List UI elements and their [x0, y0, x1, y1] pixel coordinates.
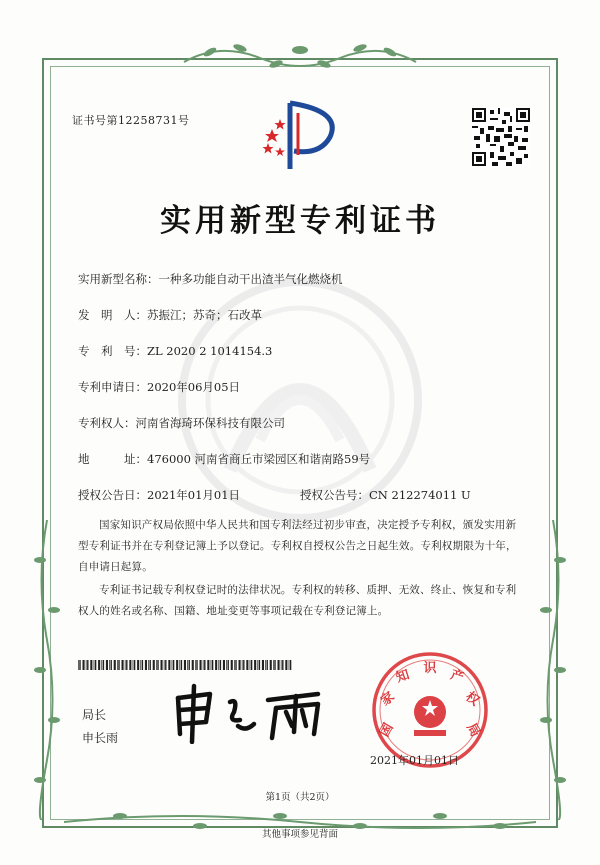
svg-text:知: 知 [394, 667, 412, 686]
seal-date: 2021年01月01日 [370, 754, 459, 767]
qr-code-icon [472, 108, 530, 166]
field-label: 授权公告号： [300, 488, 369, 502]
field-value: 2020年06月05日 [147, 380, 241, 394]
svg-text:权: 权 [462, 689, 482, 710]
top-vine-ornament [180, 38, 420, 74]
svg-text:国: 国 [377, 720, 397, 740]
field-label: 授权公告日： [78, 488, 147, 502]
certificate-title: 实用新型专利证书 [160, 203, 440, 239]
director-name: 申长雨 [82, 731, 119, 745]
field-value: 2021年01月01日 [147, 488, 241, 502]
field-value: 河南省海琦环保科技有限公司 [135, 416, 285, 430]
svg-text:家: 家 [378, 689, 398, 710]
svg-text:局: 局 [463, 720, 483, 740]
field-utility-model-name [78, 271, 343, 287]
field-filing-date [78, 379, 240, 395]
handwritten-signature [168, 682, 338, 744]
field-address [78, 451, 370, 467]
field-value: 一种多功能自动干出渣半气化燃烧机 [158, 272, 343, 286]
field-inventor [78, 307, 262, 323]
legal-status-paragraph: 专利证书记载专利权登记时的法律状况。专利权的转移、质押、无效、终止、恢复和专利权人的姓名或名称、国籍、地址变更等事项记载在专利登记簿上。 [78, 584, 517, 617]
page-indicator: 第1页（共2页） [265, 792, 335, 803]
svg-text:产: 产 [448, 667, 466, 686]
field-value: 苏振江；苏奇；石改革 [147, 308, 262, 322]
field-grant-number [300, 487, 471, 503]
field-patent-number [78, 343, 272, 359]
field-label: 专利权人： [78, 416, 136, 430]
field-label: 发 明 人： [78, 308, 147, 322]
grant-statement-paragraph: 国家知识产权局依照中华人民共和国专利法经过初步审查，决定授予专利权，颁发实用新型专利证书并在专利登记簿上予以登记。专利权自授权公告之日起生效。专利权期限为十年，自申请日起算。 [78, 519, 517, 573]
right-vine-ornament [538, 520, 568, 820]
field-label: 专利申请日： [78, 380, 147, 394]
left-vine-ornament [32, 520, 62, 820]
cnipa-logo-icon [250, 93, 350, 173]
director-title: 局长 [82, 708, 107, 722]
footer-note: 其他事项参见背面 [261, 829, 338, 840]
field-label: 专 利 号： [78, 344, 147, 358]
field-grant-date [78, 487, 240, 503]
barcode-icon [78, 660, 292, 670]
field-value: ZL 2020 2 1014154.3 [147, 344, 273, 358]
certificate-number: 证书号第12258731号 [72, 114, 190, 127]
field-value: CN 212274011 U [369, 488, 471, 502]
field-label: 地 址： [78, 452, 147, 466]
svg-text:识: 识 [423, 661, 437, 676]
field-label: 实用新型名称： [78, 272, 159, 286]
field-patentee [78, 415, 285, 431]
field-value: 476000 河南省商丘市梁园区和谐南路59号 [147, 452, 371, 466]
